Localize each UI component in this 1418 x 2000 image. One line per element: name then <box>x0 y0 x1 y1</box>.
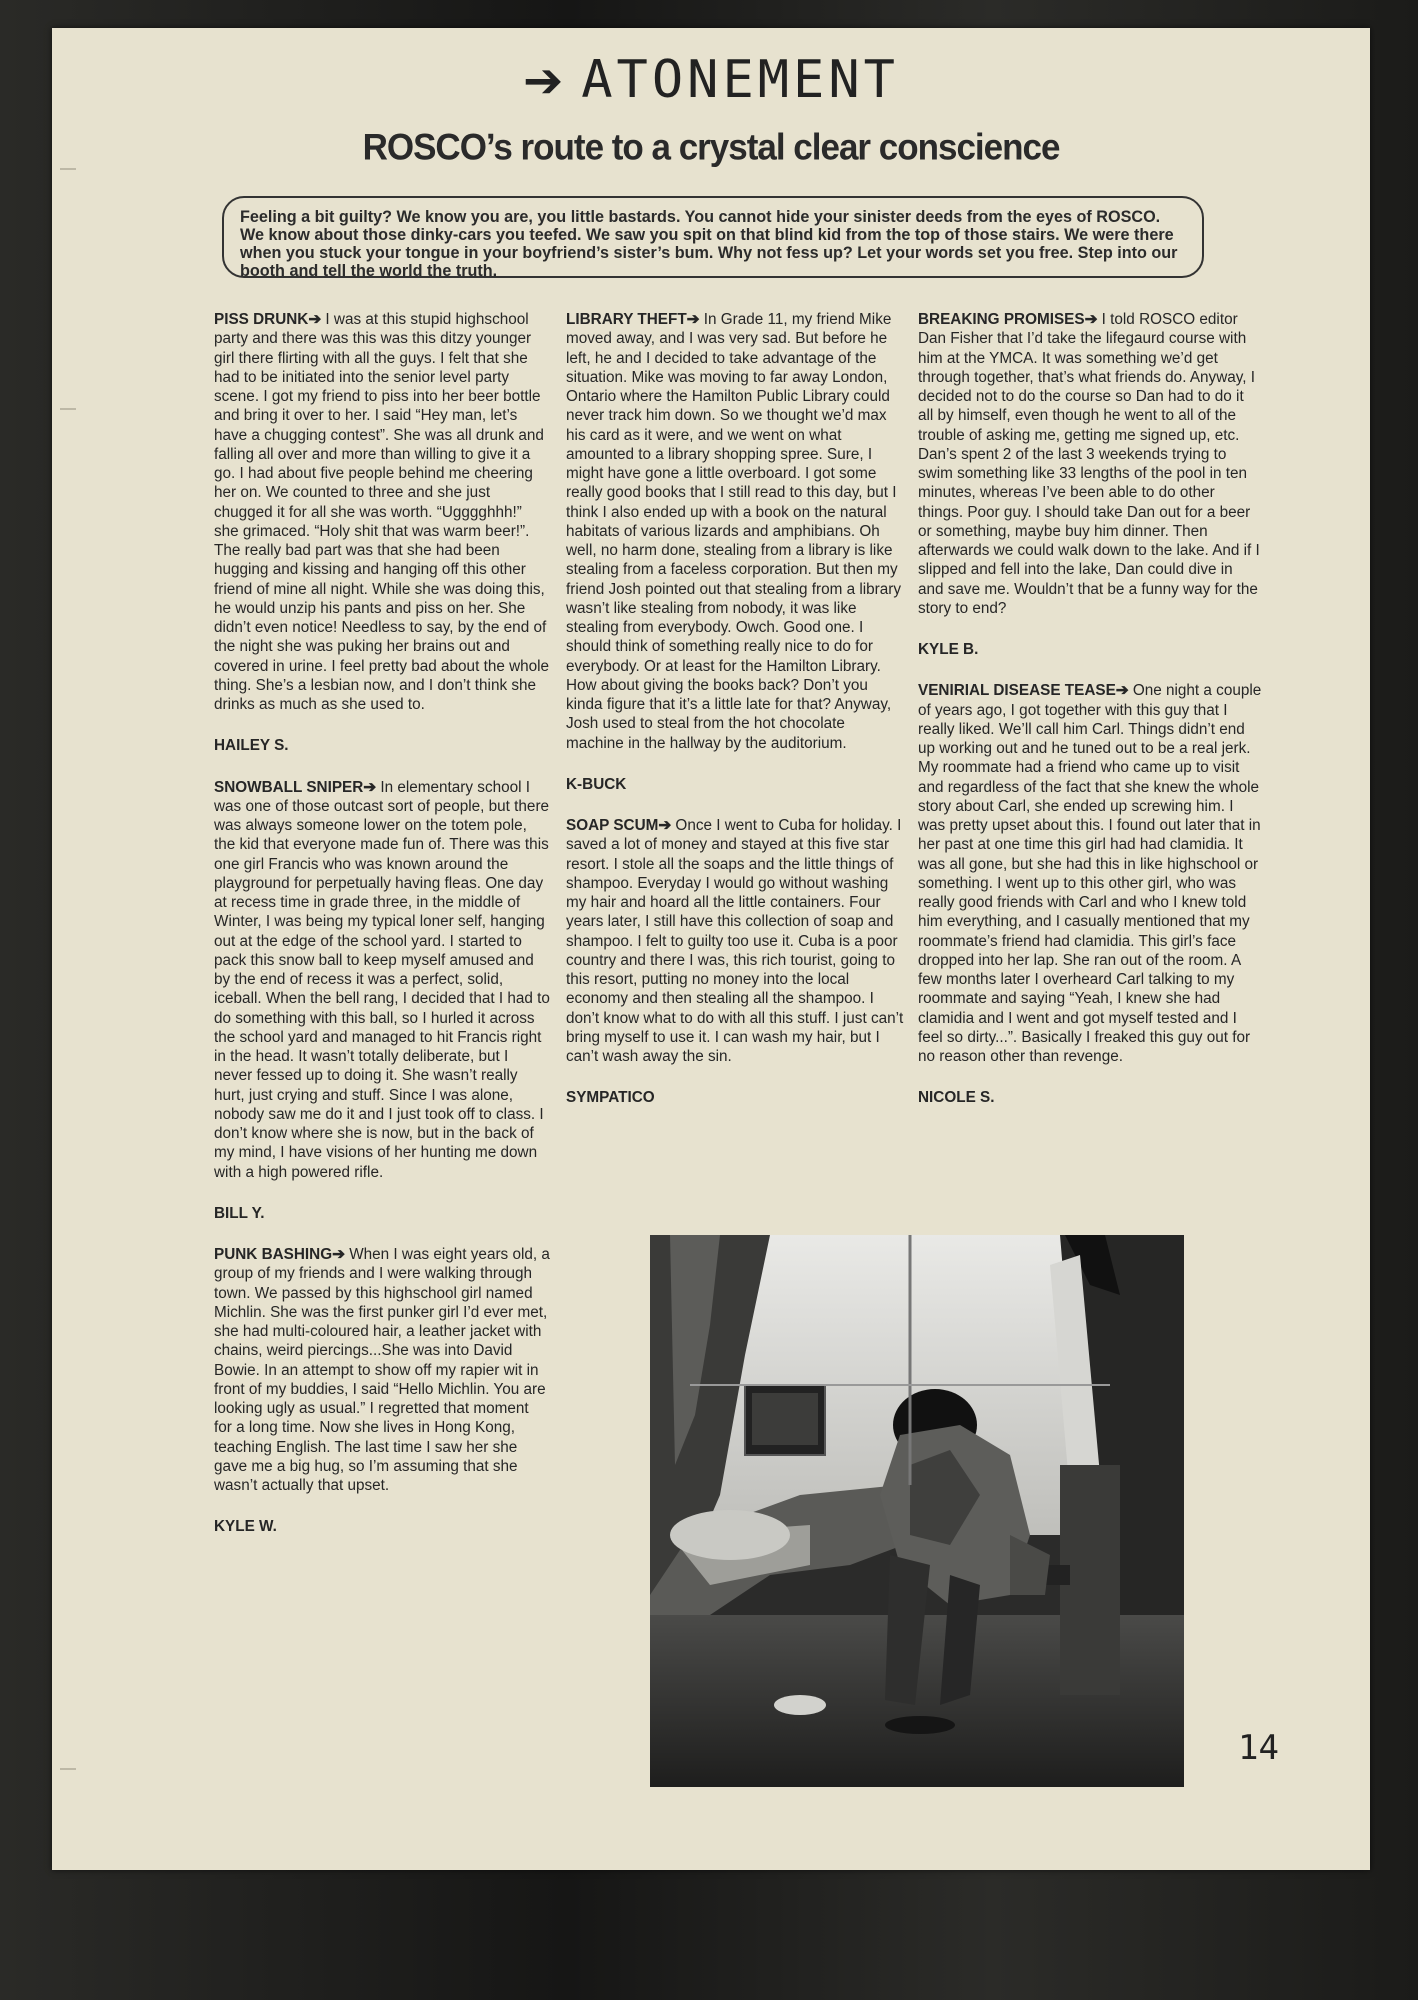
story-body: I was at this stupid highschool party and there was this was this ditzy younger girl there flirting with all the guys. I felt that she had to be initiated into the senior level party scene. I got my friend to piss into her beer bottle and bring it over to her. I said “Hey man, let’s have a chugging contest”. She was all drunk and falling all over and more than willing to give it a go. I had about five people behind me cheering her on. We counted to three and she just chugged it for all she was worth. “Ugggghhh!” she grimaced. “Holy shit that was warm beer!”. The really bad part was that she had been hugging and kissing and hanging off this other friend of mine all night. While she was doing this, he would unzip his pants and piss on her. She didn’t even notice! Needless to say, by the end of the night she was puking her brains out and covered in urine. I feel pretty bad about the whole thing. She’s a lesbian now, and I don’t think she drinks as much as she used to. <box>214 311 550 713</box>
story-byline: K-BUCK <box>566 775 627 793</box>
story-body: Once I went to Cuba for holiday. I saved a lot of money and stayed at this five star resort. I stole all the soaps and the little things of shampoo. Everyday I would go without washing my hair and hoard all the little containers. Four years later, I still have this collection of soap and shampoo. I felt to guilty too use it. Cuba is a poor country and there I was, this rich tourist, going to this resort, putting no money into the local economy and then stealing all the shampoo. I don’t know what to do with all this stuff. I just can’t bring myself to use it. I can wash my hair, but I can’t wash away the sin. <box>566 817 904 1065</box>
intro-box: Feeling a bit guilty? We know you are, you little bastards. You cannot hide your sinister deeds from the eyes of ROSCO. We know about those dinky-cars you teefed. We saw you spit on that blind kid from the top of those stairs. We were there when you stuck your tongue in your boyfriend’s sister’s bum. Why not fess up? Let your words set you free. Step into our booth and tell the world the truth. <box>222 196 1204 278</box>
story-byline: BILL Y. <box>214 1204 265 1222</box>
column-1 <box>214 310 550 1559</box>
article-subtitle: ROSCO’s route to a crystal clear conscience <box>362 127 1060 168</box>
binding-mark <box>60 1768 76 1770</box>
story-body: In Grade 11, my friend Mike moved away, and I was very sad. But before he left, he and I decided to take advantage of the situation. Mike was moving to far away London, Ontario where the Hamilton Public Library could never track him down. So we thought we’d max his card as it were, and we went on what amounted to a library shopping spree. Sure, I might have gone a little overboard. I got some really good books that I still read to this day, but I think I also ended up with a book on the natural habitats of various lizards and amphibians. Oh well, no harm done, stealing from a library is like stealing from a faceless corporation. But then my friend Josh pointed out that stealing from a library wasn’t like stealing from nobody, it was like stealing from everybody. Owch. Good one. I should think of something really nice to do for everybody. Or at least for the Hamilton Library. How about giving the books back? Don’t you kinda figure that it’s a little late for that? Anyway, Josh used to steal from the hot chocolate machine in the hallway by the auditorium. <box>566 311 902 752</box>
story-byline: KYLE B. <box>918 641 979 658</box>
story-snowball-sniper <box>214 778 550 1182</box>
article-title <box>52 50 1370 110</box>
story-heading: LIBRARY THEFT➔ <box>566 311 700 328</box>
story-soap-scum <box>566 816 906 1066</box>
magazine-page <box>52 28 1370 1870</box>
story-heading: PUNK BASHING➔ <box>214 1246 345 1263</box>
story-heading: VENIRIAL DISEASE TEASE➔ <box>918 682 1129 700</box>
story-heading: SOAP SCUM➔ <box>566 817 672 834</box>
story-byline: HAILEY S. <box>214 737 289 755</box>
story-body: I told ROSCO editor Dan Fisher that I’d take the lifegaurd course with him at the YMCA. It was something we’d get through together, that’s what friends do. Anyway, I decided not to do the course so Dan had to do it all by himself, even though he went to all of the trouble of asking me, getting me signed up, etc. Dan’s spent 2 of the last 3 weekends trying to swim something like 33 lengths of the pool in ten minutes, whereas I’ve been able to do other things. Poor guy. I should take Dan out for a beer or something, maybe buy him dinner. Then afterwards we could walk down to the lake. And if I slipped and fell into the lake, Dan could dive in and save me. Wouldn’t that be a funny way for the story to end? <box>918 311 1260 617</box>
story-punk-bashing <box>214 1245 550 1495</box>
arrow-icon: ➔ <box>523 53 568 109</box>
story-piss-drunk <box>214 310 550 714</box>
column-3 <box>918 310 1262 1130</box>
story-body: In elementary school I was one of those outcast sort of people, but there was always someone lower on the totem pole, the kid that everyone made fun of. There was this one girl Francis who was known around the playground for perpetually having fleas. One day at recess time in grade three, in the middle of Winter, I was being my typical loner self, hanging out at the edge of the school yard. I started to pack this snow ball to keep myself amused and by the end of recess it was a perfect, solid, iceball. When the bell rang, I decided that I had to do something with this ball, so I hurled it across the school yard and managed to hit Francis right in the head. It wasn’t totally deliberate, but I never fessed up to doing it. She wasn’t really hurt, just crying and stuff. Since I was alone, nobody saw me do it and I just took off to class. I don’t know where she is now, but in the back of my mind, I have visions of her hunting me down with a high powered rifle. <box>214 778 550 1181</box>
story-heading: SNOWBALL SNIPER➔ <box>214 778 377 796</box>
story-heading: PISS DRUNK➔ <box>214 311 322 328</box>
binding-mark <box>60 408 76 410</box>
story-venirial-disease-tease <box>918 681 1262 1066</box>
story-byline: KYLE W. <box>214 1518 277 1536</box>
story-heading: BREAKING PROMISES➔ <box>918 311 1098 328</box>
story-byline: SYMPATICO <box>566 1089 655 1107</box>
story-byline: NICOLE S. <box>918 1089 995 1107</box>
photo-illustration <box>650 1235 1184 1787</box>
page-number: 14 <box>1238 1728 1279 1768</box>
story-body: One night a couple of years ago, I got together with this guy that I really liked. We’ll call him Carl. Things didn’t end up working out and he tuned out to be a real jerk. My roommate had a friend who came up to visit and regardless of the fact that she knew the whole story about Carl, she ended up screwing him. I was pretty upset about this. I found out later that in her past at one time this girl had had clamidia. It was all gone, but she had this in like highschool or something. I went up to this other girl, who was really good friends with Carl and who I knew told him everything, and I casually mentioned that my roommate’s friend had clamidia. This girl’s face dropped into her lap. She ran out of the room. A few months later I overheard Carl talking to my roommate and saying “Yeah, I knew she had clamidia and I went and got myself tested and I feel so dirty...”. Basically I freaked this guy out for no reason other than revenge. <box>918 682 1262 1065</box>
column-2 <box>566 310 906 1130</box>
story-library-theft <box>566 310 906 753</box>
story-breaking-promises <box>918 310 1262 618</box>
title-text: ATONEMENT <box>581 50 899 110</box>
photo-person-head-in-hands <box>650 1235 1184 1787</box>
story-body: When I was eight years old, a group of my friends and I were walking through town. We passed by this highschool girl named Michlin. She was the first punker girl I’d ever met, she had multi-coloured hair, a leather jacket with chains, weird piercings...She was into David Bowie. In an attempt to show off my rapier wit in front of my buddies, I said “Hello Michlin. You are looking ugly as usual.” I regretted that moment for a long time. Now she lives in Hong Kong, teaching English. The last time I saw her she gave me a big hug, so I’m assuming that she wasn’t actually that upset. <box>214 1246 550 1494</box>
